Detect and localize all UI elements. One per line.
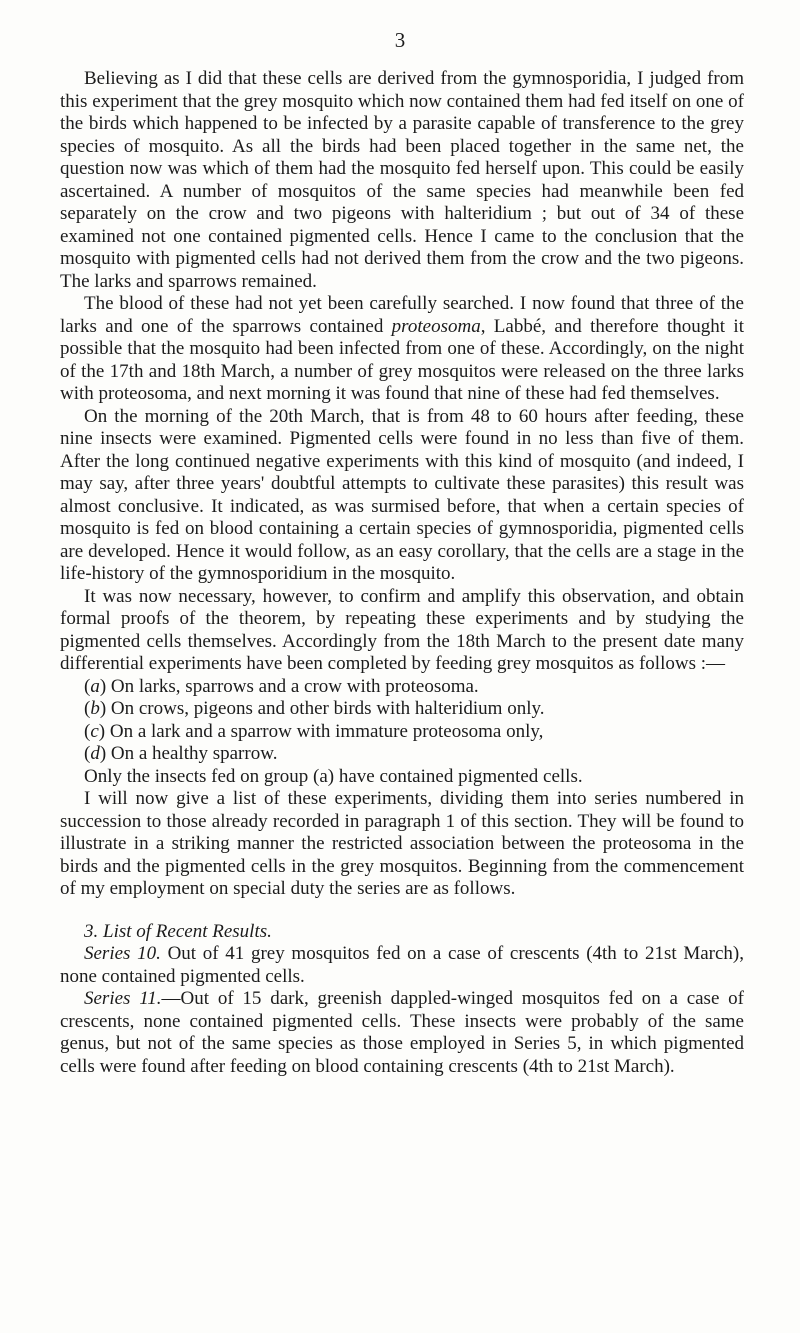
paragraph-2-end: , Labbé, and therefore thought it possible that the mosquito had been infected from one of these. Accordingly, on the night of the 17th and 18th March, a number of grey mosquitos were released on the three larks with proteosoma, and next morning it was found that nine of these had fed themselves.: [60, 315, 744, 404]
series-11: [60, 988, 744, 1078]
list-item-a: (a) On larks, sparrows and a crow with proteosoma.: [84, 675, 479, 697]
paragraph-4: It was now necessary, however, to confirm and amplify this observation, and obtain formal proofs of the theorem, by repeating these experiments and by studying the pigmented cells themselves. Accordingly from the 18th March to the present date many differential experiments have been completed by feeding grey mosquitos as follows :—: [60, 585, 744, 674]
list-text: On crows, pigeons and other birds with halteridium only.: [106, 698, 545, 719]
series-label: Series 11.: [84, 988, 162, 1009]
list-item-b: (b) On crows, pigeons and other birds with halteridium only.: [84, 698, 545, 719]
page-number: 3: [394, 28, 406, 52]
list-text: On larks, sparrows and a crow with proteosoma.: [106, 675, 479, 697]
paragraph-2-start: The blood of these had not yet been carefully searched. I now found that three of the larks and one of the sparrows contained: [60, 293, 744, 337]
series-10: [60, 943, 744, 988]
paragraph-6: I will now give a list of these experiments, dividing them into series numbered in succession to those already recorded in paragraph 1 of this section. They will be found to illustrate in a striking manner the restricted association between the proteosoma in the birds and the pigmented cells in the grey mosquitos. Beginning from the commencement of my employment on special duty the series are as follows.: [60, 788, 744, 899]
section-number: 3.: [84, 920, 99, 942]
series-text: —Out of 15 dark, greenish dappled-winged mosquitos fed on a case of crescents, none contained pigmented cells. These insects were probably of the same genus, but not of the same species as those employed in Series 5, in which pigmented cells were found after feeding on blood containing crescents (4th to 21st March).: [60, 988, 744, 1077]
paragraph-3: On the morning of the 20th March, that is from 48 to 60 hours after feeding, these nine insects were examined. Pigmented cells were found in no less than five of them. After the long continued negative experiments with this kind of mosquito (and indeed, I may say, after three years' doubtful attempts to cultivate these parasites) this result was almost conclusive. It indicated, as was surmised before, that when a certain species of mosquito is fed on blood containing a certain species of gymnosporidia, pigmented cells are developed. Hence it would follow, as an easy corollary, that the cells are a stage in the life-history of the gymnosporidium in the mosquito.: [60, 405, 744, 584]
section-title: List of Recent Results.: [103, 920, 272, 942]
body-text: [60, 68, 744, 1078]
paragraph-1: Believing as I did that these cells are derived from the gymnosporidia, I judged from this experiment that the grey mosquito which now contained them had fed itself on one of the birds which happened to be infected by a parasite capable of transference to the grey species of mosquito. As all the birds had been placed together in the same net, the question now was which of them had the mosquito fed herself upon. This could be easily ascertained. A number of mosquitos of the same species had meanwhile been fed separately on the crow and two pigeons with halteridium ; but out of 34 of these examined not one contained pigmented cells. Hence I came to the conclusion that the mosquito with pigmented cells had not derived them from the crow and the two pigeons. The larks and sparrows remained.: [60, 68, 744, 292]
list-text: On a healthy sparrow.: [106, 743, 278, 764]
section-heading: [60, 921, 744, 944]
list-text: On a lark and a sparrow with immature proteosoma only,: [105, 720, 544, 742]
paragraph-2: [60, 293, 744, 406]
list-label: b: [90, 698, 100, 719]
series-label: Series 10.: [84, 943, 161, 964]
list-label: a: [90, 675, 100, 697]
list-item-d: (d) On a healthy sparrow.: [84, 743, 278, 764]
list-label: c: [90, 720, 99, 742]
list-item-c: (c) On a lark and a sparrow with immature proteosoma only,: [84, 720, 544, 742]
list-label: d: [90, 743, 100, 764]
series-text: Out of 41 grey mosquitos fed on a case of crescents (4th to 21st March), none contained pigmented cells.: [60, 943, 744, 987]
paragraph-5: Only the insects fed on group (a) have contained pigmented cells.: [84, 765, 583, 787]
paragraph-2-italic-term: proteosoma: [391, 315, 481, 337]
